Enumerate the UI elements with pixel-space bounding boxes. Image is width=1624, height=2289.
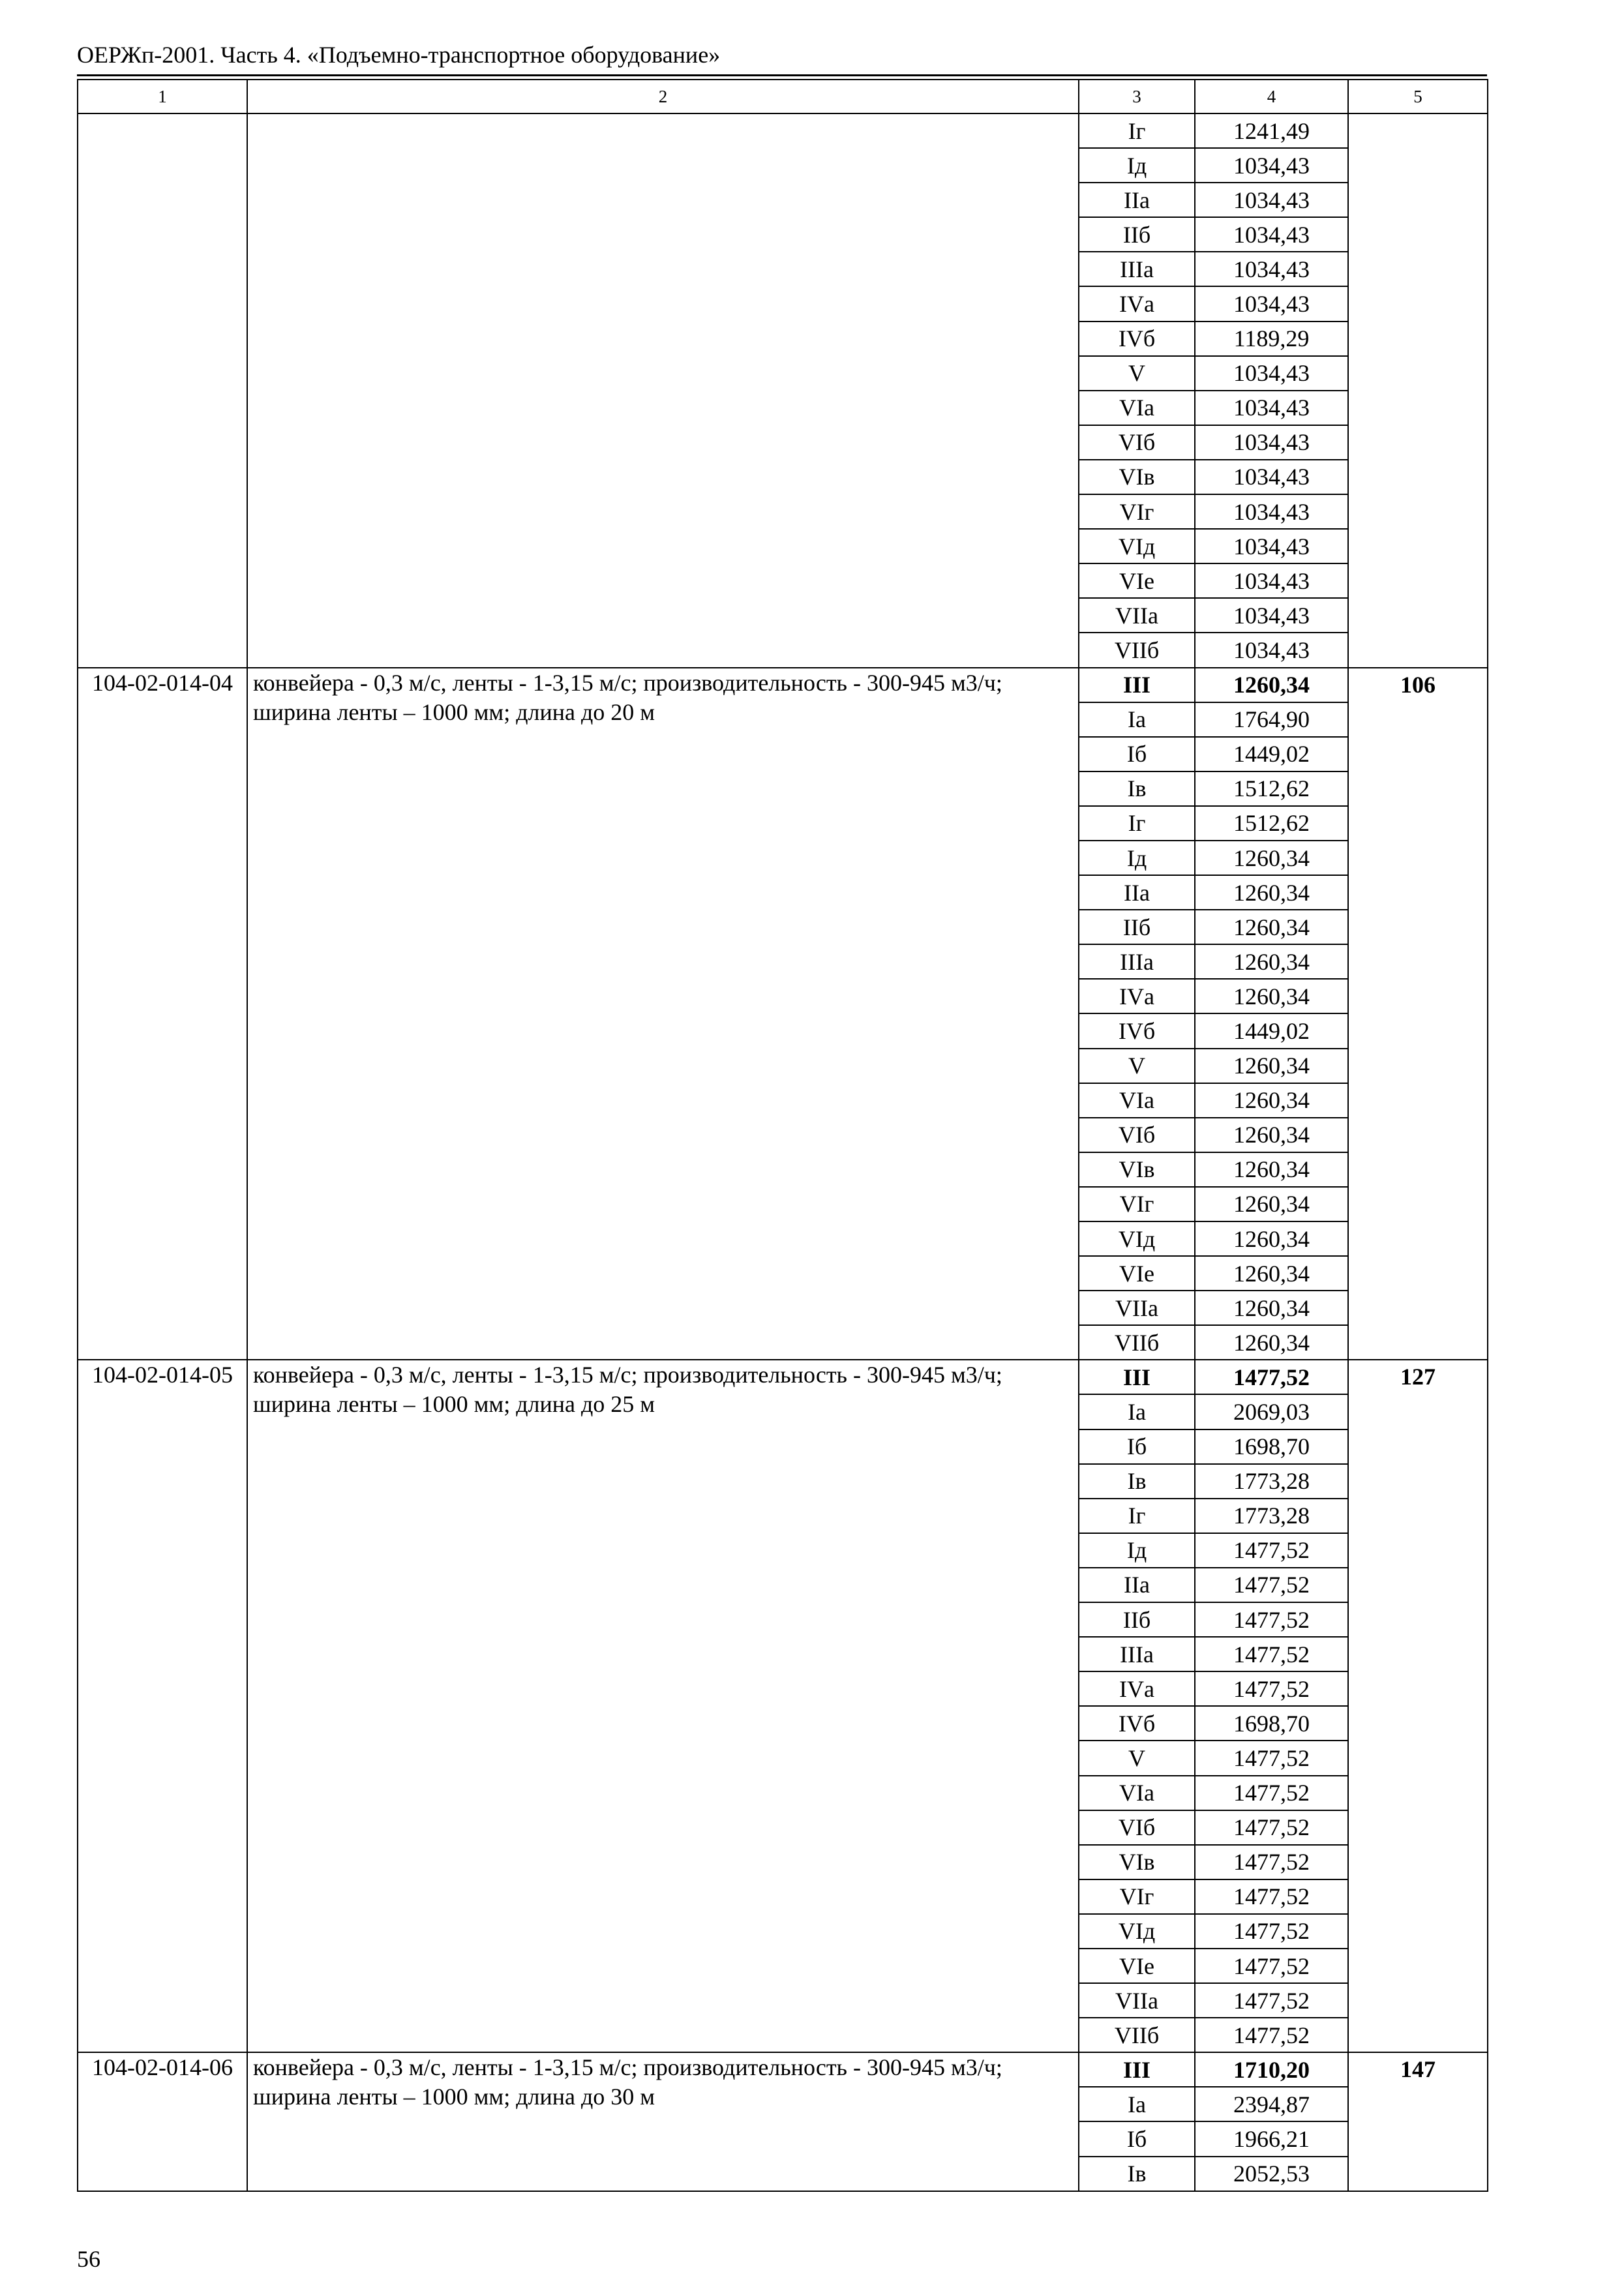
price-cell: 1260,34: [1195, 668, 1348, 702]
zone-cell: VIг: [1079, 1187, 1195, 1221]
price-cell: 1710,20: [1195, 2052, 1348, 2087]
total-cell: 127: [1348, 1360, 1488, 2052]
price-cell: 1477,52: [1195, 1949, 1348, 1983]
price-cell: 1477,52: [1195, 1637, 1348, 1671]
zone-cell: VIв: [1079, 460, 1195, 494]
zone-cell: Iв: [1079, 2157, 1195, 2191]
zone-cell: VIг: [1079, 494, 1195, 529]
zone-cell: VIг: [1079, 1879, 1195, 1914]
price-cell: 1477,52: [1195, 2018, 1348, 2052]
zone-cell: IIб: [1079, 910, 1195, 944]
zone-cell: V: [1079, 356, 1195, 391]
table-row: [78, 668, 1488, 702]
price-cell: 1034,43: [1195, 529, 1348, 563]
price-cell: 1698,70: [1195, 1706, 1348, 1741]
price-cell: 1034,43: [1195, 633, 1348, 667]
zone-cell: IIIа: [1079, 1637, 1195, 1671]
price-cell: 1477,52: [1195, 1845, 1348, 1879]
price-cell: 1034,43: [1195, 563, 1348, 598]
item-description: конвейера - 0,3 м/с, ленты - 1-3,15 м/с; производительность - 300-945 м3/ч; ширина ленты – 1000 мм; длина до 25 м: [247, 1360, 1079, 2052]
zone-cell: VIв: [1079, 1845, 1195, 1879]
zone-cell: Iа: [1079, 1394, 1195, 1429]
item-code: [78, 113, 247, 668]
price-cell: 1477,52: [1195, 1983, 1348, 2018]
price-cell: 1477,52: [1195, 1776, 1348, 1810]
price-cell: 1260,34: [1195, 1325, 1348, 1360]
price-cell: 1260,34: [1195, 841, 1348, 875]
zone-cell: VIд: [1079, 1914, 1195, 1949]
zone-cell: Iв: [1079, 1464, 1195, 1499]
price-cell: 1477,52: [1195, 1568, 1348, 1602]
column-number: 4: [1195, 80, 1348, 113]
column-number: 5: [1348, 80, 1488, 113]
price-cell: 1260,34: [1195, 910, 1348, 944]
price-cell: 1477,52: [1195, 1533, 1348, 1568]
zone-cell: IIIа: [1079, 944, 1195, 979]
price-cell: 1512,62: [1195, 771, 1348, 806]
zone-cell: VIе: [1079, 1949, 1195, 1983]
zone-cell: V: [1079, 1049, 1195, 1083]
total-cell: 147: [1348, 2052, 1488, 2191]
zone-cell: VIIб: [1079, 2018, 1195, 2052]
page-header: ОЕРЖп-2001. Часть 4. «Подъемно-транспортное оборудование»: [77, 42, 721, 68]
price-cell: 1260,34: [1195, 1118, 1348, 1152]
zone-cell: IIб: [1079, 1602, 1195, 1637]
zone-cell: VIIа: [1079, 1291, 1195, 1325]
price-cell: 1034,43: [1195, 217, 1348, 252]
item-code: 104-02-014-06: [78, 2052, 247, 2191]
price-cell: 1260,34: [1195, 1083, 1348, 1118]
price-cell: 1477,52: [1195, 1602, 1348, 1637]
zone-cell: Iв: [1079, 771, 1195, 806]
price-cell: 1034,43: [1195, 460, 1348, 494]
price-cell: 1477,52: [1195, 1671, 1348, 1706]
zone-cell: VIд: [1079, 529, 1195, 563]
zone-cell: VIIа: [1079, 1983, 1195, 2018]
item-code: 104-02-014-04: [78, 668, 247, 1360]
price-cell: 1034,43: [1195, 148, 1348, 183]
price-cell: 2394,87: [1195, 2087, 1348, 2121]
zone-cell: IVб: [1079, 322, 1195, 356]
price-cell: 1241,49: [1195, 113, 1348, 148]
zone-cell: VIа: [1079, 1083, 1195, 1118]
zone-cell: VIе: [1079, 1256, 1195, 1291]
price-cell: 1477,52: [1195, 1914, 1348, 1949]
zone-cell: IIа: [1079, 1568, 1195, 1602]
zone-cell: IIа: [1079, 183, 1195, 217]
zone-cell: IVб: [1079, 1013, 1195, 1048]
zone-cell: VIв: [1079, 1152, 1195, 1187]
zone-cell: V: [1079, 1741, 1195, 1775]
zone-cell: VIе: [1079, 563, 1195, 598]
zone-cell: IVа: [1079, 286, 1195, 321]
column-number: 1: [78, 80, 247, 113]
zone-cell: VIб: [1079, 1118, 1195, 1152]
price-cell: 1773,28: [1195, 1464, 1348, 1499]
price-cell: 1034,43: [1195, 391, 1348, 425]
column-number-row: [78, 80, 1488, 113]
total-cell: 106: [1348, 668, 1488, 1360]
price-cell: 1260,34: [1195, 1221, 1348, 1256]
price-cell: 1034,43: [1195, 183, 1348, 217]
price-cell: 1034,43: [1195, 598, 1348, 633]
price-cell: 1034,43: [1195, 252, 1348, 286]
zone-cell: IVа: [1079, 979, 1195, 1013]
zone-cell: IVб: [1079, 1706, 1195, 1741]
zone-cell: IIа: [1079, 875, 1195, 910]
price-cell: 2069,03: [1195, 1394, 1348, 1429]
item-description: [247, 113, 1079, 668]
zone-cell: III: [1079, 2052, 1195, 2087]
header-rule: [77, 74, 1487, 76]
price-cell: 1034,43: [1195, 356, 1348, 391]
zone-cell: Iд: [1079, 148, 1195, 183]
price-cell: 1966,21: [1195, 2121, 1348, 2156]
price-cell: 1449,02: [1195, 737, 1348, 771]
price-cell: 1512,62: [1195, 806, 1348, 841]
price-cell: 1764,90: [1195, 702, 1348, 737]
zone-cell: Iб: [1079, 1429, 1195, 1464]
price-cell: 1477,52: [1195, 1810, 1348, 1845]
zone-cell: Iа: [1079, 702, 1195, 737]
price-cell: 1260,34: [1195, 1187, 1348, 1221]
price-cell: 1477,52: [1195, 1360, 1348, 1394]
item-description: конвейера - 0,3 м/с, ленты - 1-3,15 м/с; производительность - 300-945 м3/ч; ширина ленты – 1000 мм; длина до 20 м: [247, 668, 1079, 1360]
zone-cell: VIIа: [1079, 598, 1195, 633]
zone-cell: VIIб: [1079, 1325, 1195, 1360]
zone-cell: VIа: [1079, 391, 1195, 425]
price-cell: 1034,43: [1195, 425, 1348, 460]
price-cell: 1260,34: [1195, 1256, 1348, 1291]
price-cell: 1034,43: [1195, 286, 1348, 321]
price-cell: 1260,34: [1195, 1152, 1348, 1187]
zone-cell: VIб: [1079, 1810, 1195, 1845]
table-row: [78, 1360, 1488, 1394]
price-cell: 1189,29: [1195, 322, 1348, 356]
zone-cell: VIIб: [1079, 633, 1195, 667]
column-number: 2: [247, 80, 1079, 113]
zone-cell: VIд: [1079, 1221, 1195, 1256]
price-cell: 1260,34: [1195, 1291, 1348, 1325]
price-cell: 1260,34: [1195, 944, 1348, 979]
zone-cell: Iб: [1079, 2121, 1195, 2156]
price-cell: 1260,34: [1195, 875, 1348, 910]
zone-cell: Iг: [1079, 113, 1195, 148]
item-description: конвейера - 0,3 м/с, ленты - 1-3,15 м/с; производительность - 300-945 м3/ч; ширина ленты – 1000 мм; длина до 30 м: [247, 2052, 1079, 2191]
zone-cell: III: [1079, 1360, 1195, 1394]
price-cell: 1260,34: [1195, 1049, 1348, 1083]
table-row: [78, 2052, 1488, 2087]
table-row: [78, 113, 1488, 148]
price-cell: 2052,53: [1195, 2157, 1348, 2191]
zone-cell: VIа: [1079, 1776, 1195, 1810]
rates-table: [77, 79, 1488, 2192]
zone-cell: Iд: [1079, 1533, 1195, 1568]
page-number: 56: [77, 2246, 100, 2272]
price-cell: 1260,34: [1195, 979, 1348, 1013]
price-cell: 1477,52: [1195, 1879, 1348, 1914]
total-cell: [1348, 113, 1488, 668]
zone-cell: IIб: [1079, 217, 1195, 252]
price-cell: 1773,28: [1195, 1499, 1348, 1533]
zone-cell: Iг: [1079, 1499, 1195, 1533]
price-cell: 1698,70: [1195, 1429, 1348, 1464]
column-number: 3: [1079, 80, 1195, 113]
zone-cell: III: [1079, 668, 1195, 702]
zone-cell: Iд: [1079, 841, 1195, 875]
zone-cell: VIб: [1079, 425, 1195, 460]
price-cell: 1449,02: [1195, 1013, 1348, 1048]
item-code: 104-02-014-05: [78, 1360, 247, 2052]
price-cell: 1477,52: [1195, 1741, 1348, 1775]
zone-cell: IVа: [1079, 1671, 1195, 1706]
zone-cell: Iб: [1079, 737, 1195, 771]
zone-cell: Iа: [1079, 2087, 1195, 2121]
zone-cell: Iг: [1079, 806, 1195, 841]
zone-cell: IIIа: [1079, 252, 1195, 286]
price-cell: 1034,43: [1195, 494, 1348, 529]
